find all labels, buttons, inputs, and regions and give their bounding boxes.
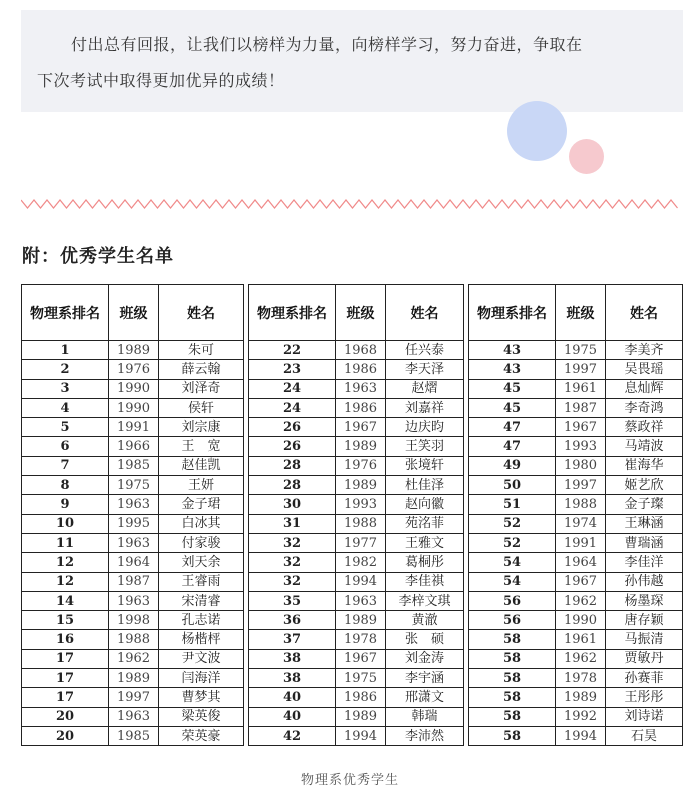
rank-cell: 45 bbox=[469, 398, 556, 417]
student-name-cell: 苑洺菲 bbox=[386, 514, 464, 533]
student-name-cell: 王雅文 bbox=[386, 533, 464, 552]
class-year-cell: 1963 bbox=[109, 591, 159, 610]
table-row bbox=[22, 379, 683, 398]
student-name-cell: 王彤彤 bbox=[606, 688, 683, 707]
class-year-cell: 1989 bbox=[336, 707, 386, 726]
table-row bbox=[22, 669, 683, 688]
student-name-cell: 马振清 bbox=[606, 630, 683, 649]
class-year-cell: 1975 bbox=[336, 669, 386, 688]
rank-cell: 17 bbox=[22, 669, 109, 688]
class-year-cell: 1982 bbox=[336, 553, 386, 572]
decorative-blue-circle bbox=[507, 101, 567, 161]
rank-cell: 58 bbox=[469, 649, 556, 668]
student-name-cell: 张 硕 bbox=[386, 630, 464, 649]
rank-cell: 28 bbox=[249, 456, 336, 475]
table-row bbox=[22, 495, 683, 514]
rank-cell: 26 bbox=[249, 437, 336, 456]
student-name-cell: 韩瑞 bbox=[386, 707, 464, 726]
rank-cell: 28 bbox=[249, 476, 336, 495]
rank-cell: 47 bbox=[469, 437, 556, 456]
column-header: 班级 bbox=[556, 285, 606, 341]
student-name-cell: 张境轩 bbox=[386, 456, 464, 475]
rank-cell: 58 bbox=[469, 630, 556, 649]
class-year-cell: 1961 bbox=[556, 630, 606, 649]
rank-cell: 47 bbox=[469, 418, 556, 437]
rank-cell: 58 bbox=[469, 669, 556, 688]
class-year-cell: 1986 bbox=[336, 360, 386, 379]
class-year-cell: 1989 bbox=[109, 341, 159, 360]
student-name-cell: 孔志诺 bbox=[159, 611, 244, 630]
class-year-cell: 1987 bbox=[556, 398, 606, 417]
class-year-cell: 1995 bbox=[109, 514, 159, 533]
student-name-cell: 刘诗诺 bbox=[606, 707, 683, 726]
caption: 物理系优秀学生 bbox=[300, 773, 399, 788]
class-year-cell: 1967 bbox=[336, 649, 386, 668]
rank-cell: 17 bbox=[22, 649, 109, 668]
table-row bbox=[22, 533, 683, 552]
rank-cell: 54 bbox=[469, 572, 556, 591]
student-name-cell: 王妍 bbox=[159, 476, 244, 495]
rank-cell: 12 bbox=[22, 572, 109, 591]
student-name-cell: 任兴泰 bbox=[386, 341, 464, 360]
class-year-cell: 1967 bbox=[556, 418, 606, 437]
student-name-cell: 刘天余 bbox=[159, 553, 244, 572]
student-name-cell: 李天泽 bbox=[386, 360, 464, 379]
rank-cell: 54 bbox=[469, 553, 556, 572]
class-year-cell: 1964 bbox=[109, 553, 159, 572]
class-year-cell: 1989 bbox=[336, 476, 386, 495]
rank-cell: 43 bbox=[469, 341, 556, 360]
rank-cell: 20 bbox=[22, 726, 109, 745]
class-year-cell: 1963 bbox=[109, 495, 159, 514]
class-year-cell: 1994 bbox=[556, 726, 606, 745]
class-year-cell: 1988 bbox=[556, 495, 606, 514]
student-name-cell: 杜佳泽 bbox=[386, 476, 464, 495]
class-year-cell: 1962 bbox=[556, 591, 606, 610]
rank-cell: 58 bbox=[469, 688, 556, 707]
column-header: 姓名 bbox=[386, 285, 464, 341]
class-year-cell: 1963 bbox=[109, 707, 159, 726]
rank-cell: 12 bbox=[22, 553, 109, 572]
rank-cell: 32 bbox=[249, 533, 336, 552]
table-row bbox=[22, 514, 683, 533]
rank-cell: 56 bbox=[469, 591, 556, 610]
rank-cell: 58 bbox=[469, 726, 556, 745]
rank-cell: 37 bbox=[249, 630, 336, 649]
student-name-cell: 杨墨琛 bbox=[606, 591, 683, 610]
class-year-cell: 1988 bbox=[109, 630, 159, 649]
section-title: 附：优秀学生名单 bbox=[22, 246, 174, 267]
table-row bbox=[22, 418, 683, 437]
class-year-cell: 1986 bbox=[336, 398, 386, 417]
rank-cell: 52 bbox=[469, 533, 556, 552]
class-year-cell: 1963 bbox=[336, 379, 386, 398]
class-year-cell: 1991 bbox=[109, 418, 159, 437]
rank-cell: 32 bbox=[249, 572, 336, 591]
student-name-cell: 尹文波 bbox=[159, 649, 244, 668]
table-row bbox=[22, 341, 683, 360]
table-row bbox=[22, 437, 683, 456]
class-year-cell: 1987 bbox=[109, 572, 159, 591]
class-year-cell: 1961 bbox=[556, 379, 606, 398]
class-year-cell: 1993 bbox=[336, 495, 386, 514]
table-row bbox=[22, 591, 683, 610]
column-header: 物理系排名 bbox=[469, 285, 556, 341]
quote-line-1: 付出总有回报，让我们以榜样为力量，向榜样学习，努力奋进，争取在 bbox=[71, 35, 583, 54]
class-year-cell: 1975 bbox=[109, 476, 159, 495]
class-year-cell: 1985 bbox=[109, 456, 159, 475]
rank-cell: 9 bbox=[22, 495, 109, 514]
table-row bbox=[22, 649, 683, 668]
class-year-cell: 1988 bbox=[336, 514, 386, 533]
rank-cell: 35 bbox=[249, 591, 336, 610]
student-name-cell: 侯轩 bbox=[159, 398, 244, 417]
class-year-cell: 1985 bbox=[109, 726, 159, 745]
table-row bbox=[22, 688, 683, 707]
class-year-cell: 1989 bbox=[109, 669, 159, 688]
class-year-cell: 1976 bbox=[109, 360, 159, 379]
table-row bbox=[22, 611, 683, 630]
student-name-cell: 李佳祺 bbox=[386, 572, 464, 591]
student-name-cell: 邢潇文 bbox=[386, 688, 464, 707]
student-name-cell: 荣英豪 bbox=[159, 726, 244, 745]
student-name-cell: 马靖波 bbox=[606, 437, 683, 456]
class-year-cell: 1997 bbox=[556, 360, 606, 379]
rank-cell: 15 bbox=[22, 611, 109, 630]
class-year-cell: 1968 bbox=[336, 341, 386, 360]
zigzag-divider bbox=[21, 196, 683, 216]
student-name-cell: 王笑羽 bbox=[386, 437, 464, 456]
student-name-cell: 孙赛菲 bbox=[606, 669, 683, 688]
rank-cell: 43 bbox=[469, 360, 556, 379]
rank-cell: 58 bbox=[469, 707, 556, 726]
quote-line-2: 下次考试中取得更加优异的成绩！ bbox=[37, 71, 285, 90]
rank-cell: 7 bbox=[22, 456, 109, 475]
class-year-cell: 1998 bbox=[109, 611, 159, 630]
rank-cell: 6 bbox=[22, 437, 109, 456]
student-name-cell: 刘宗康 bbox=[159, 418, 244, 437]
student-name-cell: 梁英俊 bbox=[159, 707, 244, 726]
class-year-cell: 1966 bbox=[109, 437, 159, 456]
student-name-cell: 曹梦其 bbox=[159, 688, 244, 707]
rank-cell: 40 bbox=[249, 688, 336, 707]
rank-cell: 3 bbox=[22, 379, 109, 398]
rank-cell: 24 bbox=[249, 379, 336, 398]
class-year-cell: 1980 bbox=[556, 456, 606, 475]
quote-box bbox=[21, 10, 683, 112]
rank-cell: 52 bbox=[469, 514, 556, 533]
student-name-cell: 石昊 bbox=[606, 726, 683, 745]
student-name-cell: 金子璨 bbox=[606, 495, 683, 514]
rank-cell: 4 bbox=[22, 398, 109, 417]
student-name-cell: 付家骏 bbox=[159, 533, 244, 552]
rank-cell: 20 bbox=[22, 707, 109, 726]
table-row bbox=[22, 707, 683, 726]
student-name-cell: 白冰其 bbox=[159, 514, 244, 533]
rank-cell: 40 bbox=[249, 707, 336, 726]
column-header: 物理系排名 bbox=[249, 285, 336, 341]
rank-cell: 51 bbox=[469, 495, 556, 514]
column-header: 班级 bbox=[109, 285, 159, 341]
table-row bbox=[22, 456, 683, 475]
student-name-cell: 宋清睿 bbox=[159, 591, 244, 610]
rank-cell: 50 bbox=[469, 476, 556, 495]
student-name-cell: 李沛然 bbox=[386, 726, 464, 745]
student-name-cell: 王睿雨 bbox=[159, 572, 244, 591]
column-header: 物理系排名 bbox=[22, 285, 109, 341]
rank-cell: 49 bbox=[469, 456, 556, 475]
student-name-cell: 曹瑞涵 bbox=[606, 533, 683, 552]
table-row bbox=[22, 630, 683, 649]
class-year-cell: 1989 bbox=[336, 437, 386, 456]
rank-cell: 17 bbox=[22, 688, 109, 707]
class-year-cell: 1963 bbox=[109, 533, 159, 552]
student-name-cell: 薛云翰 bbox=[159, 360, 244, 379]
class-year-cell: 1977 bbox=[336, 533, 386, 552]
column-header: 姓名 bbox=[606, 285, 683, 341]
class-year-cell: 1990 bbox=[109, 379, 159, 398]
rank-cell: 38 bbox=[249, 649, 336, 668]
rank-cell: 16 bbox=[22, 630, 109, 649]
column-header: 班级 bbox=[336, 285, 386, 341]
class-year-cell: 1964 bbox=[556, 553, 606, 572]
rank-cell: 10 bbox=[22, 514, 109, 533]
column-header: 姓名 bbox=[159, 285, 244, 341]
student-name-cell: 姬艺欣 bbox=[606, 476, 683, 495]
class-year-cell: 1997 bbox=[556, 476, 606, 495]
table-header-row bbox=[22, 285, 683, 341]
class-year-cell: 1963 bbox=[336, 591, 386, 610]
student-name-cell: 李佳洋 bbox=[606, 553, 683, 572]
class-year-cell: 1967 bbox=[336, 418, 386, 437]
student-name-cell: 蔡政祥 bbox=[606, 418, 683, 437]
student-name-cell: 王 宽 bbox=[159, 437, 244, 456]
class-year-cell: 1989 bbox=[556, 688, 606, 707]
student-name-cell: 赵佳凯 bbox=[159, 456, 244, 475]
rank-cell: 31 bbox=[249, 514, 336, 533]
student-name-cell: 李梓文琪 bbox=[386, 591, 464, 610]
student-name-cell: 杨楷枰 bbox=[159, 630, 244, 649]
student-name-cell: 葛桐彤 bbox=[386, 553, 464, 572]
class-year-cell: 1990 bbox=[556, 611, 606, 630]
rank-cell: 1 bbox=[22, 341, 109, 360]
rank-cell: 5 bbox=[22, 418, 109, 437]
student-name-cell: 闫海洋 bbox=[159, 669, 244, 688]
rank-cell: 30 bbox=[249, 495, 336, 514]
table-row bbox=[22, 726, 683, 745]
rank-cell: 42 bbox=[249, 726, 336, 745]
table-row bbox=[22, 360, 683, 379]
rank-cell: 32 bbox=[249, 553, 336, 572]
student-name-cell: 息灿辉 bbox=[606, 379, 683, 398]
student-name-cell: 吴畏瑶 bbox=[606, 360, 683, 379]
rank-cell: 22 bbox=[249, 341, 336, 360]
table-row bbox=[22, 398, 683, 417]
class-year-cell: 1978 bbox=[336, 630, 386, 649]
student-name-cell: 孙伟越 bbox=[606, 572, 683, 591]
class-year-cell: 1997 bbox=[109, 688, 159, 707]
student-name-cell: 刘嘉祥 bbox=[386, 398, 464, 417]
student-name-cell: 金子珺 bbox=[159, 495, 244, 514]
class-year-cell: 1994 bbox=[336, 726, 386, 745]
class-year-cell: 1992 bbox=[556, 707, 606, 726]
student-name-cell: 黄澈 bbox=[386, 611, 464, 630]
student-name-cell: 赵向徽 bbox=[386, 495, 464, 514]
rank-cell: 11 bbox=[22, 533, 109, 552]
table-row bbox=[22, 476, 683, 495]
class-year-cell: 1967 bbox=[556, 572, 606, 591]
class-year-cell: 1962 bbox=[556, 649, 606, 668]
rank-cell: 45 bbox=[469, 379, 556, 398]
class-year-cell: 1975 bbox=[556, 341, 606, 360]
class-year-cell: 1962 bbox=[109, 649, 159, 668]
class-year-cell: 1989 bbox=[336, 611, 386, 630]
student-name-cell: 李奇鸿 bbox=[606, 398, 683, 417]
rank-cell: 26 bbox=[249, 418, 336, 437]
class-year-cell: 1974 bbox=[556, 514, 606, 533]
student-name-cell: 贾敏丹 bbox=[606, 649, 683, 668]
rank-cell: 23 bbox=[249, 360, 336, 379]
class-year-cell: 1978 bbox=[556, 669, 606, 688]
rank-cell: 38 bbox=[249, 669, 336, 688]
student-roster-table bbox=[21, 284, 683, 746]
rank-cell: 36 bbox=[249, 611, 336, 630]
rank-cell: 14 bbox=[22, 591, 109, 610]
table-row bbox=[22, 572, 683, 591]
student-name-cell: 李宇涵 bbox=[386, 669, 464, 688]
class-year-cell: 1990 bbox=[109, 398, 159, 417]
student-name-cell: 刘金涛 bbox=[386, 649, 464, 668]
class-year-cell: 1991 bbox=[556, 533, 606, 552]
student-name-cell: 赵熠 bbox=[386, 379, 464, 398]
student-name-cell: 崔海华 bbox=[606, 456, 683, 475]
class-year-cell: 1986 bbox=[336, 688, 386, 707]
decorative-pink-circle bbox=[569, 139, 604, 174]
rank-cell: 2 bbox=[22, 360, 109, 379]
class-year-cell: 1976 bbox=[336, 456, 386, 475]
student-name-cell: 刘泽奇 bbox=[159, 379, 244, 398]
student-name-cell: 王琳涵 bbox=[606, 514, 683, 533]
rank-cell: 8 bbox=[22, 476, 109, 495]
class-year-cell: 1994 bbox=[336, 572, 386, 591]
class-year-cell: 1993 bbox=[556, 437, 606, 456]
student-name-cell: 边庆昀 bbox=[386, 418, 464, 437]
rank-cell: 56 bbox=[469, 611, 556, 630]
student-name-cell: 李美齐 bbox=[606, 341, 683, 360]
student-name-cell: 唐存颖 bbox=[606, 611, 683, 630]
rank-cell: 24 bbox=[249, 398, 336, 417]
table-row bbox=[22, 553, 683, 572]
student-name-cell: 朱可 bbox=[159, 341, 244, 360]
